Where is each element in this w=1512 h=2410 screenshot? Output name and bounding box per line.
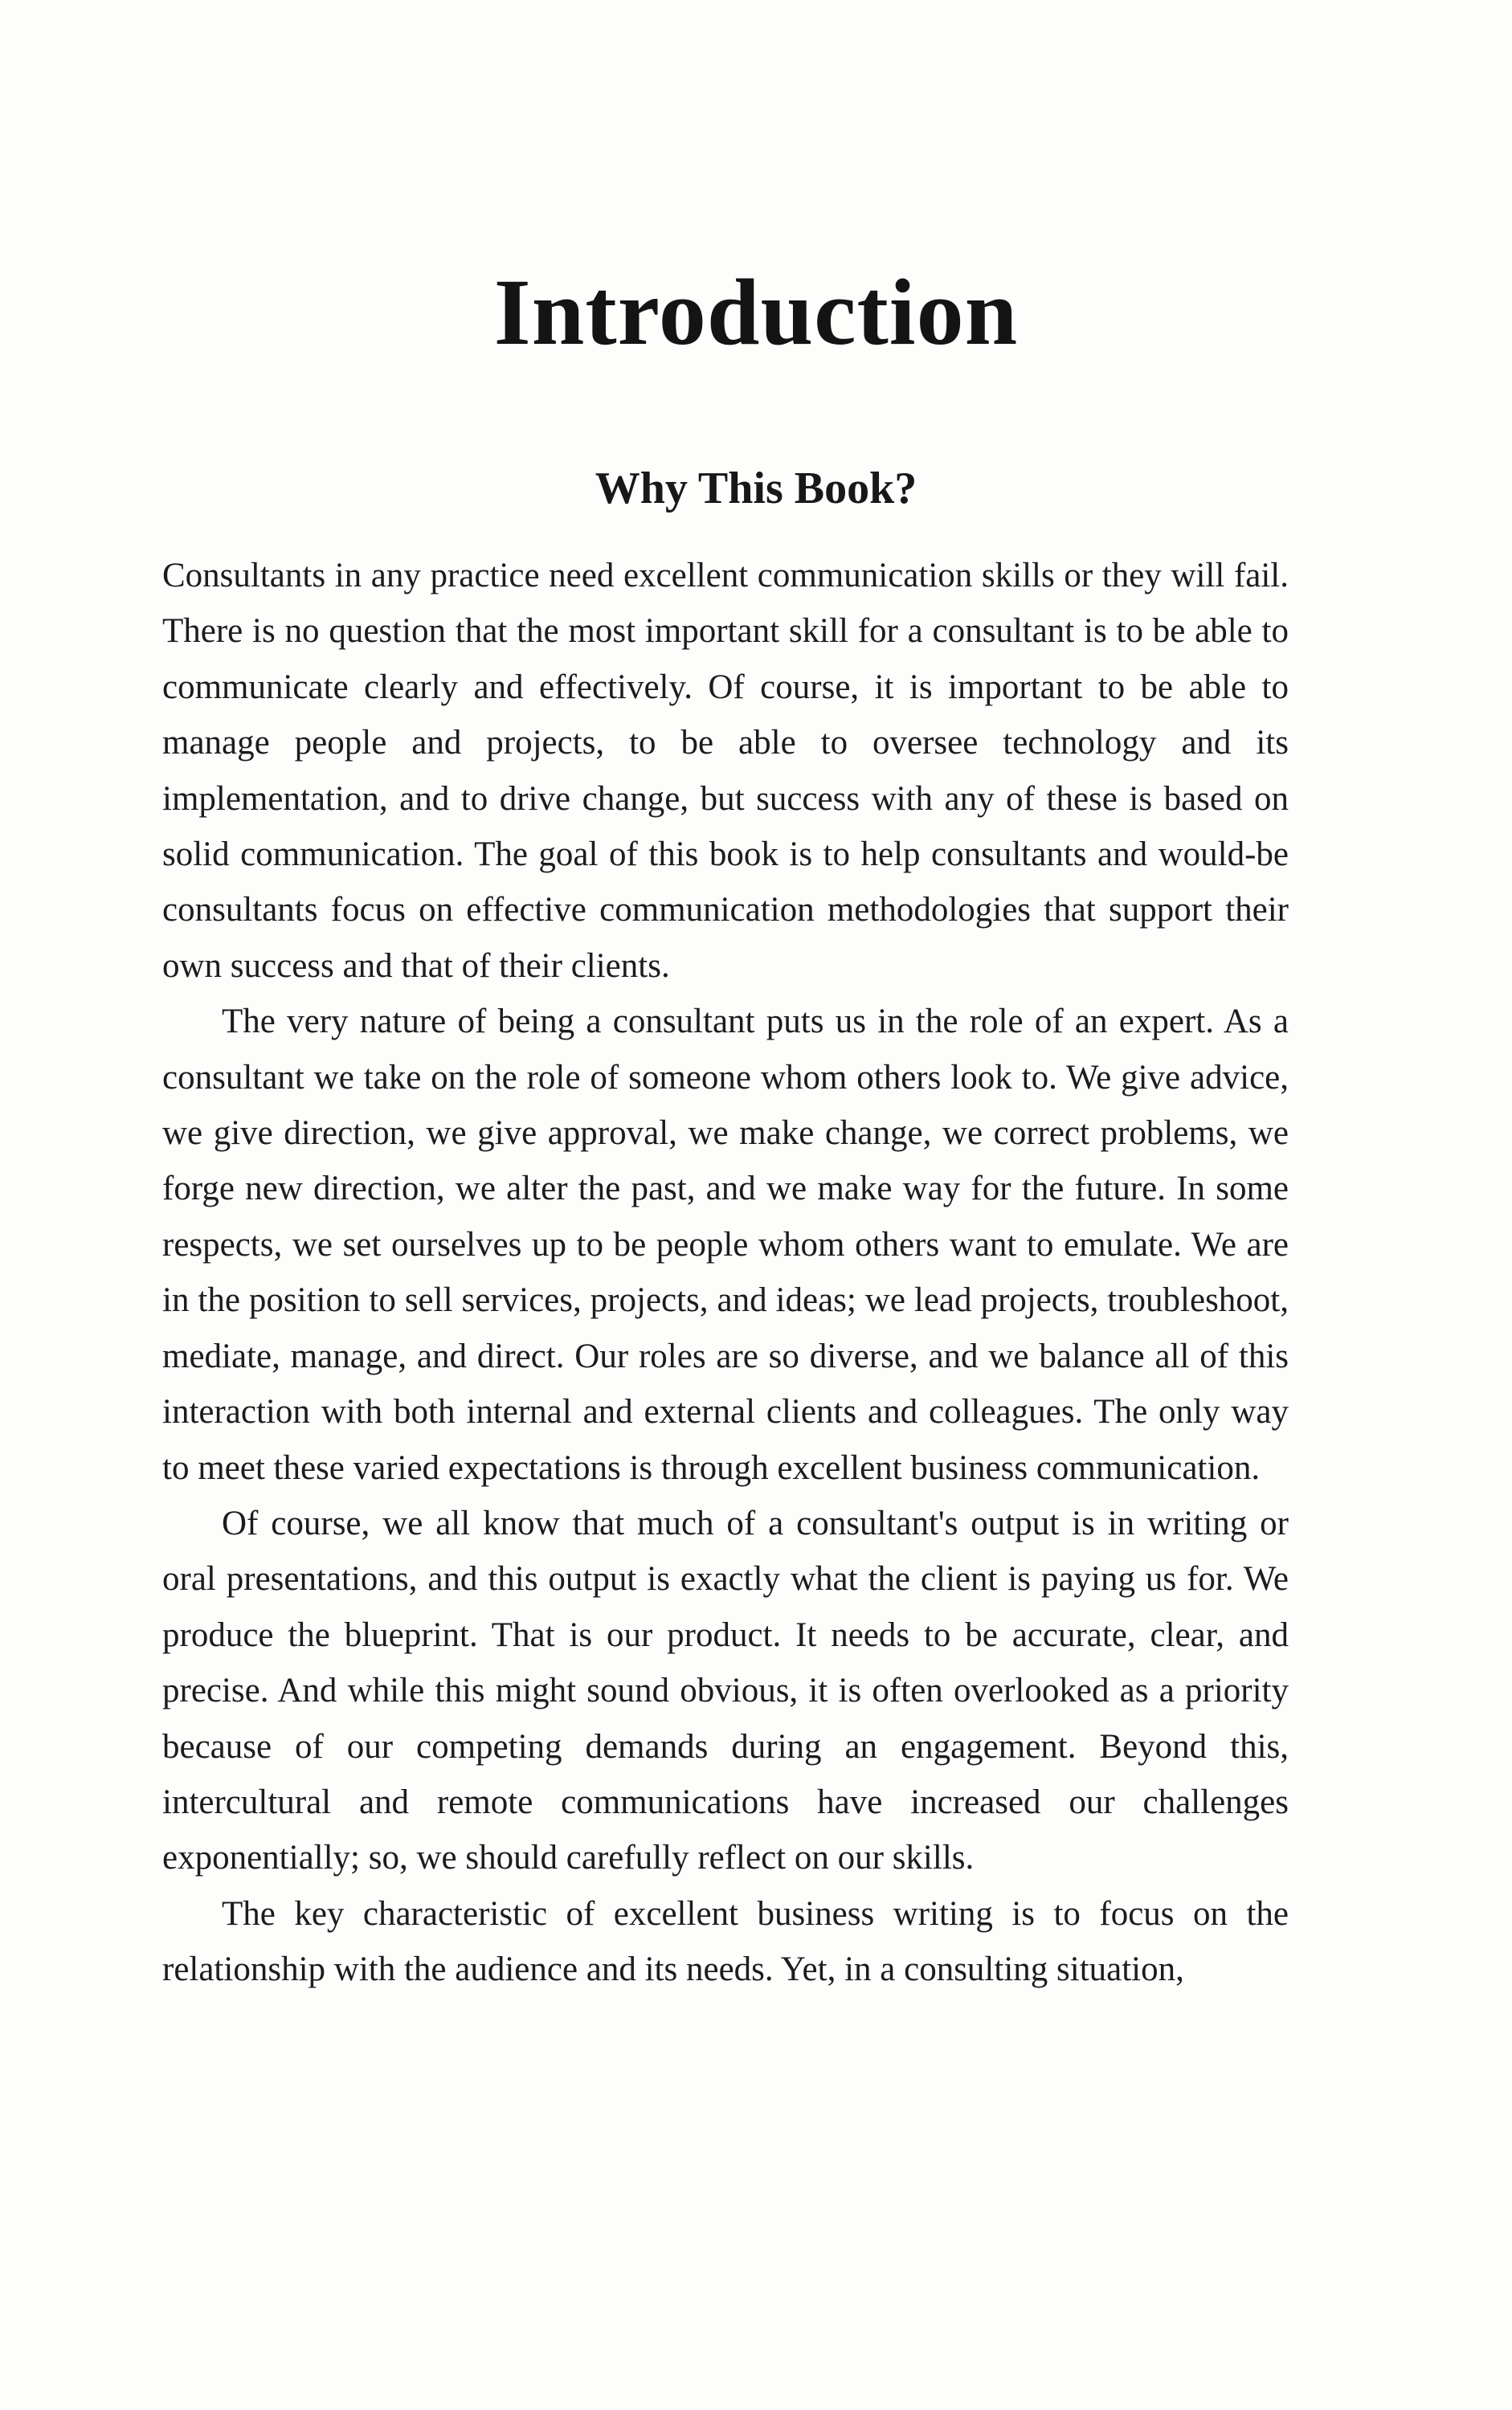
- paragraph: Of course, we all know that much of a consultant's output is in writing or oral presentations, and this output is exactly what the client is paying us for. We produce the blueprint. That is our product. It needs to be accurate, clear, and precise. And while this might sound obvious, it is often overlooked as a priority because of our competing demands during an engagement. Beyond this, intercultural and remote communications have increased our challenges exponentially; so, we should carefully reflect on our skills.: [162, 1504, 1289, 1877]
- paragraph: The key characteristic of excellent business writing is to focus on the relationship with the audience and its needs. Yet, in a consulting situation,: [162, 1894, 1289, 1989]
- paragraph: The very nature of being a consultant puts us in the role of an expert. As a consultant we take on the role of someone whom others look to. We give advice, we give direction, we give approval, we make change, we correct problems, we forge new direction, we alter the past, and we make way for the future. In some respects, we set ourselves up to be people whom others want to emulate. We are in the position to sell services, projects, and ideas; we lead projects, troubleshoot, mediate, manage, and direct. Our roles are so diverse, and we balance all of this interaction with both internal and external clients and colleagues. The only way to meet these varied expectations is through excellent business communication.: [162, 1003, 1289, 1487]
- section-heading: Why This Book?: [595, 464, 917, 513]
- body-text: [162, 548, 1289, 1998]
- chapter-title: Introduction: [493, 259, 1019, 365]
- paragraph: Consultants in any practice need excellent communication skills or they will fail. There is no question that the most important skill for a consultant is to be able to communicate clearly and effectively. Of course, it is important to be able to manage people and projects, to be able to oversee technology and its implementation, and to drive change, but success with any of these is based on solid communication. The goal of this book is to help consultants and would-be consultants focus on effective communication methodologies that support their own success and that of their clients.: [162, 557, 1289, 985]
